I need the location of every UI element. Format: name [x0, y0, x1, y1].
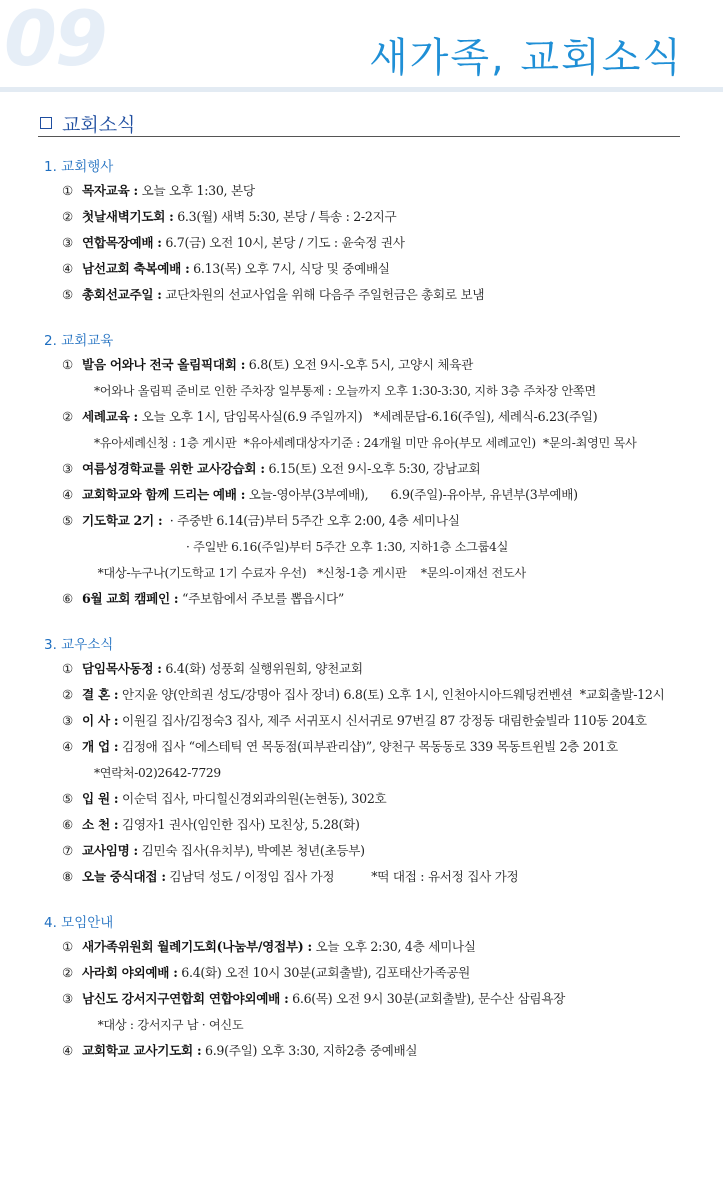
item-label: 여름성경학교를 위한 교사강습회 : — [82, 461, 265, 476]
news-category — [44, 634, 709, 890]
section-title: 교회소식 — [62, 113, 136, 136]
category-title: 1. 교회행사 — [44, 159, 114, 175]
section-header — [38, 110, 680, 137]
item-text: · 주일반 6.16(주일)부터 5주간 오후 1:30, 지하1층 소그룹4실 — [186, 540, 509, 554]
item-label: 첫날새벽기도회 : — [82, 209, 174, 224]
item-text: 교단차원의 선교사업을 위해 다음주 주일헌금은 총회로 보냄 — [161, 287, 485, 302]
item-label: 사라회 야외예배 : — [82, 965, 178, 980]
item-number: ③ — [62, 235, 73, 250]
item-label: 세례교육 : — [82, 409, 138, 424]
item-number: ① — [62, 939, 73, 954]
item-number: ⑧ — [62, 869, 73, 884]
news-category — [44, 156, 709, 308]
news-item — [44, 404, 709, 430]
news-category — [44, 330, 709, 612]
news-item — [44, 986, 709, 1012]
news-content — [44, 156, 709, 1086]
item-label: 오늘 중식대접 : — [82, 869, 166, 884]
item-text: 6.7(금) 오전 10시, 본당 / 기도 : 윤숙정 권사 — [161, 235, 405, 250]
item-text: “주보함에서 주보를 뽑읍시다” — [178, 591, 345, 606]
item-label: 개 업 : — [82, 739, 119, 754]
item-text: · 주중반 6.14(금)부터 5주간 오후 2:00, 4층 세미나실 — [162, 513, 460, 528]
item-label: 이 사 : — [82, 713, 119, 728]
item-label: 남선교회 축복예배 : — [82, 261, 190, 276]
item-label: 소 천 : — [82, 817, 119, 832]
item-number: ④ — [62, 261, 73, 276]
news-item — [44, 682, 709, 708]
item-text: *대상 : 강서지구 남 · 여신도 — [94, 1018, 244, 1032]
item-label: 연합목장예배 : — [82, 235, 162, 250]
item-text: 오늘-영아부(3부예배), 6.9(주일)-유아부, 유년부(3부예배) — [245, 487, 578, 502]
news-item — [44, 352, 709, 378]
item-label: 발음 어와나 전국 올림픽대회 : — [82, 357, 246, 372]
page-number: 09 — [4, 0, 106, 83]
item-number: ⑤ — [62, 513, 73, 528]
category-title: 3. 교우소식 — [44, 637, 114, 653]
category-title: 2. 교회교육 — [44, 333, 114, 349]
item-text: 6.8(토) 오전 9시-오후 5시, 고양시 체육관 — [245, 357, 473, 372]
news-item — [44, 934, 709, 960]
news-item — [44, 734, 709, 760]
item-label: 총회선교주일 : — [82, 287, 162, 302]
item-label: 기도학교 2기 : — [82, 513, 163, 528]
item-number: ⑥ — [62, 817, 73, 832]
news-item — [44, 1038, 709, 1064]
news-item-note — [44, 1012, 709, 1038]
item-text: 오늘 오후 2:30, 4층 세미나실 — [311, 939, 476, 954]
item-number: ③ — [62, 461, 73, 476]
item-text: 6.4(화) 성풍회 실행위원회, 양천교회 — [161, 661, 363, 676]
news-item — [44, 282, 709, 308]
item-number: ⑦ — [62, 843, 73, 858]
item-number: ① — [62, 183, 73, 198]
item-text: 오늘 오후 1시, 담임목사실(6.9 주일까지) *세례문답-6.16(주일), 세례식-6.23(주일) — [137, 409, 598, 424]
item-label: 결 혼 : — [82, 687, 119, 702]
item-text: 6.3(월) 새벽 5:30, 본당 / 특송 : 2-2지구 — [173, 209, 397, 224]
news-item — [44, 812, 709, 838]
item-number: ③ — [62, 991, 73, 1006]
news-item-note — [44, 560, 709, 586]
item-label: 교사임명 : — [82, 843, 138, 858]
news-item — [44, 230, 709, 256]
news-item — [44, 508, 709, 534]
news-item — [44, 586, 709, 612]
category-title: 4. 모임안내 — [44, 915, 114, 931]
news-item — [44, 960, 709, 986]
item-number: ② — [62, 965, 73, 980]
news-item-note — [44, 430, 709, 456]
item-label: 입 원 : — [82, 791, 119, 806]
item-text: 이순덕 집사, 마디힐신경외과의원(논현동), 302호 — [118, 791, 387, 806]
item-number: ① — [62, 357, 73, 372]
item-text: 김정애 집사 “에스테틱 연 목동점(피부관리샵)”, 양천구 목동동로 339 목동트윈빌 2층 201호 — [118, 739, 618, 754]
item-text: *어와나 올림픽 준비로 인한 주차장 일부통제 : 오늘까지 오후 1:30-3:30, 지하 3층 주차장 안쪽면 — [94, 384, 596, 398]
item-label: 교회학교 교사기도회 : — [82, 1043, 202, 1058]
item-text: 김남덕 성도 / 이정임 집사 가정 *떡 대접 : 유서정 집사 가정 — [165, 869, 519, 884]
news-item — [44, 482, 709, 508]
item-number: ⑤ — [62, 287, 73, 302]
item-text: 안지윤 양(안희권 성도/강명아 집사 장녀) 6.8(토) 오후 1시, 인천아시아드웨딩컨벤션 *교회출발-12시 — [118, 687, 665, 702]
news-item — [44, 786, 709, 812]
item-number: ② — [62, 409, 73, 424]
news-item-note — [44, 378, 709, 404]
item-text: 6.9(주일) 오후 3:30, 지하2층 중예배실 — [201, 1043, 418, 1058]
item-number: ④ — [62, 739, 73, 754]
item-number: ⑤ — [62, 791, 73, 806]
page-title: 새가족, 교회소식 — [369, 35, 683, 81]
item-text: 6.13(목) 오후 7시, 식당 및 중예배실 — [189, 261, 390, 276]
news-item-note — [44, 534, 709, 560]
news-item — [44, 178, 709, 204]
news-item — [44, 256, 709, 282]
item-label: 남신도 강서지구연합회 연합야외예배 : — [82, 991, 289, 1006]
item-number: ① — [62, 661, 73, 676]
square-bullet-icon — [40, 117, 52, 129]
item-text: 6.4(화) 오전 10시 30분(교회출발), 김포태산가족공원 — [177, 965, 470, 980]
item-text: *유아세례신청 : 1층 게시판 *유아세례대상자기준 : 24개월 미만 유아(부모 세례교인) *문의-최영민 목사 — [94, 436, 637, 450]
news-item — [44, 864, 709, 890]
item-text: 6.6(목) 오전 9시 30분(교회출발), 문수산 삼림욕장 — [288, 991, 565, 1006]
item-label: 교회학교와 함께 드리는 예배 : — [82, 487, 246, 502]
item-number: ③ — [62, 713, 73, 728]
item-number: ② — [62, 687, 73, 702]
news-item — [44, 656, 709, 682]
news-item — [44, 204, 709, 230]
item-number: ② — [62, 209, 73, 224]
item-text: 오늘 오후 1:30, 본당 — [137, 183, 255, 198]
news-item-note — [44, 760, 709, 786]
item-number: ④ — [62, 1043, 73, 1058]
item-label: 담임목사동정 : — [82, 661, 162, 676]
item-text: 김민숙 집사(유치부), 박예본 청년(초등부) — [137, 843, 365, 858]
news-category — [44, 912, 709, 1064]
item-text: 6.15(토) 오전 9시-오후 5:30, 강남교회 — [264, 461, 481, 476]
item-label: 새가족위원회 월례기도회(나눔부/영접부) : — [82, 939, 312, 954]
item-text: *대상-누구나(기도학교 1기 수료자 우선) *신청-1층 게시판 *문의-이재선 전도사 — [94, 566, 526, 580]
item-text: *연락처-02)2642-7729 — [94, 766, 221, 780]
item-text: 김영자1 권사(임인한 집사) 모친상, 5.28(화) — [118, 817, 360, 832]
header-divider — [0, 87, 723, 92]
news-item — [44, 838, 709, 864]
item-label: 목자교육 : — [82, 183, 138, 198]
item-number: ④ — [62, 487, 73, 502]
news-item — [44, 456, 709, 482]
item-number: ⑥ — [62, 591, 73, 606]
item-label: 6월 교회 캠페인 : — [82, 591, 179, 606]
news-item — [44, 708, 709, 734]
item-text: 이원길 집사/김정숙3 집사, 제주 서귀포시 신서귀로 97번길 87 강정동 대림한숲빌라 110동 204호 — [118, 713, 647, 728]
